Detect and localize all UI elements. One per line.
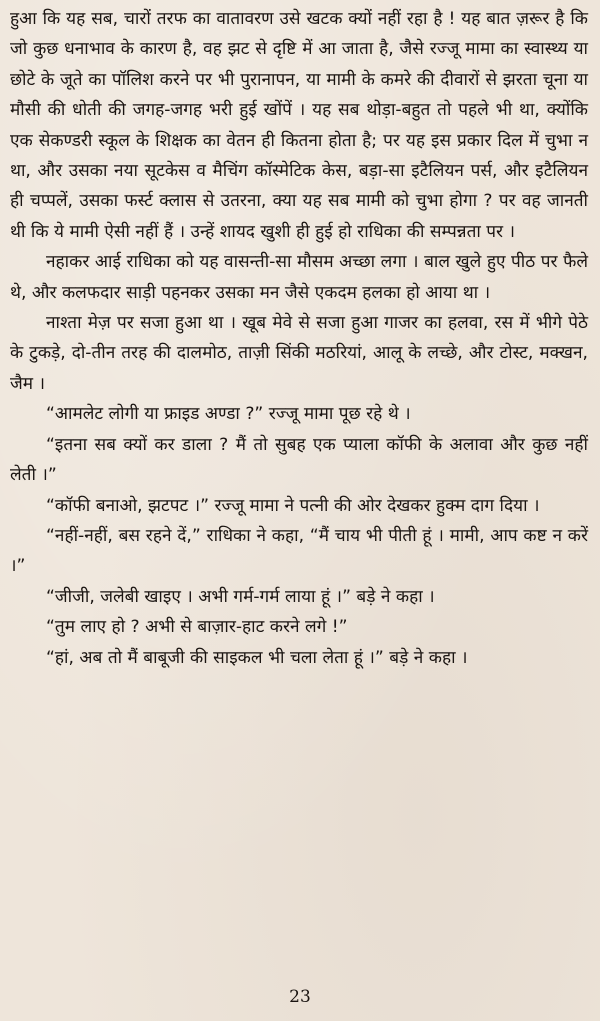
- page-body-text: [10, 4, 588, 673]
- paragraph-1: हुआ कि यह सब, चारों तरफ का वातावरण उसे खटक क्यों नहीं रहा है ! यह बात ज़रूर है कि जो कुछ धनाभाव के कारण है, वह झट से दृष्टि में आ जाता है, जैसे रज्जू मामा का स्वास्थ्य या छोटे के जूते का पॉलिश करने पर भी पुरानापन, या मामी के कमरे की दीवारों से झरता चूना या मौसी की धोती की जगह-जगह भरी हुई खोंपें । यह सब थोड़ा-बहुत तो पहले भी था, क्योंकि एक सेकण्डरी स्कूल के शिक्षक का वेतन ही कितना होता है; पर यह इस प्रकार दिल में चुभा न था, और उसका नया सूटकेस व मैचिंग कॉस्मेटिक केस, बड़ा-सा इटैलियन पर्स, और इटैलियन ही चप्पलें, उसका फर्स्ट क्लास से उतरना, क्या यह सब मामी को चुभा होगा ? पर वह जानती थी कि ये मामी ऐसी नहीं हैं । उन्हें शायद खुशी ही हुई हो राधिका की सम्पन्नता पर ।: [10, 9, 588, 242]
- page-number: 23: [289, 987, 311, 1007]
- paragraph-10: “हां, अब तो मैं बाबूजी की साइकल भी चला लेता हूं ।” बड़े ने कहा ।: [46, 647, 468, 668]
- paragraph-2: नहाकर आई राधिका को यह वासन्ती-सा मौसम अच्छा लगा । बाल खुले हुए पीठ पर फैले थे, और कलफदार साड़ी पहनकर उसका मन जैसे एकदम हलका हो आया था ।: [10, 252, 588, 303]
- paragraph-6: “कॉफी बनाओ, झटपट ।” रज्जू मामा ने पत्नी की ओर देखकर हुक्म दाग दिया ।: [46, 495, 540, 516]
- paragraph-9: “तुम लाए हो ? अभी से बाज़ार-हाट करने लगे !”: [46, 617, 348, 638]
- paragraph-8: “जीजी, जलेबी खाइए । अभी गर्म-गर्म लाया हूं ।” बड़े ने कहा ।: [46, 586, 435, 607]
- paragraph-7: “नहीं-नहीं, बस रहने दें,” राधिका ने कहा, “मैं चाय भी पीती हूं । मामी, आप कष्ट न करें ।”: [10, 525, 588, 577]
- paragraph-3: नाश्ता मेज़ पर सजा हुआ था । खूब मेवे से सजा हुआ गाजर का हलवा, रस में भीगे पेठे के टुकड़े, दो-तीन तरह की दालमोठ, ताज़ी सिंकी मठरियां, आलू के लच्छे, और टोस्ट, मक्खन, जैम ।: [10, 313, 588, 394]
- paragraph-4: “आमलेट लोगी या फ्राइड अण्डा ?” रज्जू मामा पूछ रहे थे ।: [46, 404, 411, 425]
- paragraph-5: “इतना सब क्यों कर डाला ? मैं तो सुबह एक प्याला कॉफी के अलावा और कुछ नहीं लेती ।”: [10, 434, 588, 486]
